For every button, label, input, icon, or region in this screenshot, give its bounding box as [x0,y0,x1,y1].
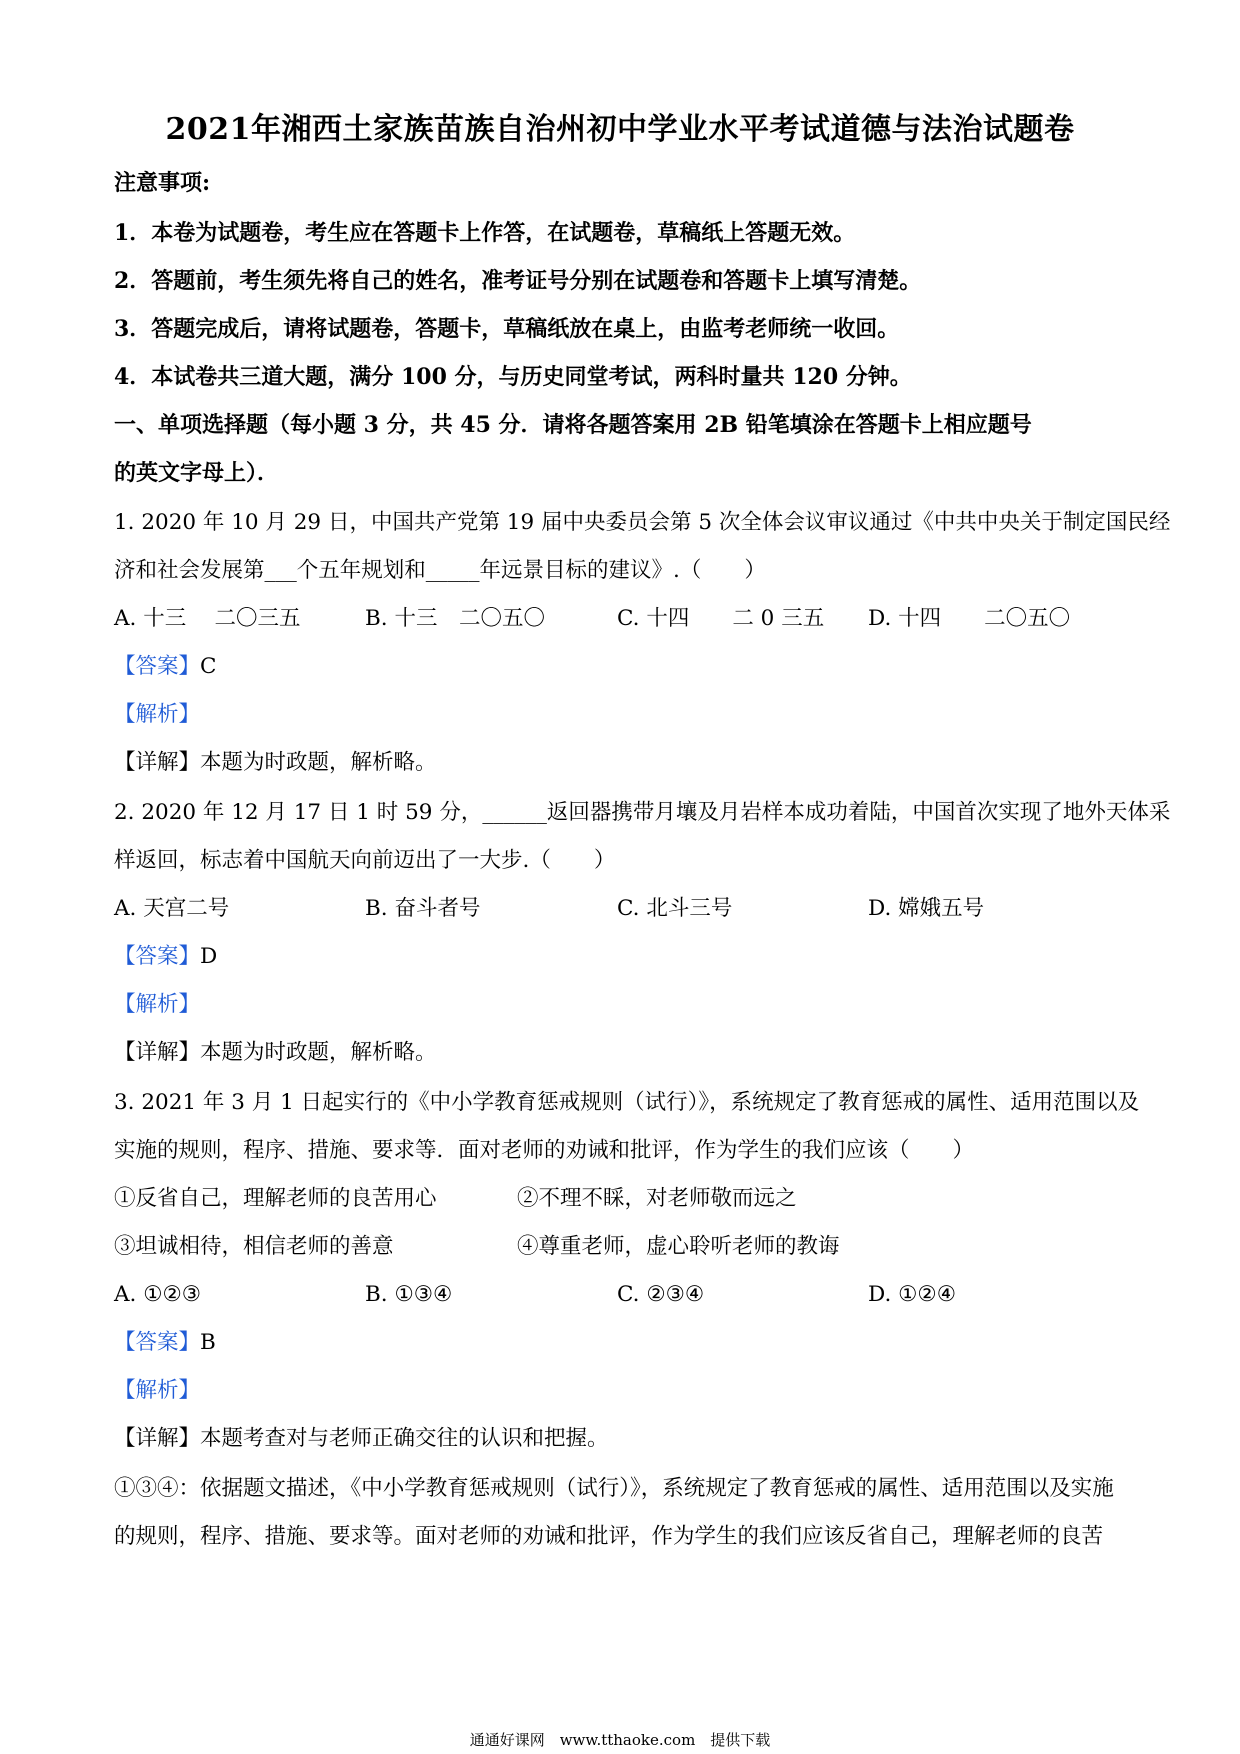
detail-line [114,1424,609,1454]
option-b: B. 奋斗者号 [365,896,481,921]
statement-1: ①反省自己，理解老师的良苦用心 [114,1186,437,1211]
answer-value: C [200,654,217,679]
question-2-stem: 2. 2020 年 12 月 17 日 1 时 59 分，______返回器携带月壤及月岩样本成功着陆，中国首次实现了地外天体采 [114,800,1171,825]
option-b: B. 十三 二〇五〇 [365,606,545,631]
question-3-stem-cont: 实施的规则，程序、措施、要求等．面对老师的劝诫和批评，作为学生的我们应该（ ） [114,1138,975,1163]
detail-text: 本题考查对与老师正确交往的认识和把握。 [200,1426,609,1451]
answer-value: D [200,944,218,969]
statement-2: ②不理不睬，对老师敬而远之 [517,1186,797,1211]
detail-tag: 【详解】 [114,1426,201,1451]
answer-line [114,652,216,682]
footer-watermark: 通通好课网 www.tthaoke.com 提供下载 [469,1731,771,1749]
detail-text: 本题为时政题，解析略。 [200,1040,437,1065]
option-d: D. 十四 二〇五〇 [868,606,1071,631]
question-3-stem: 3. 2021 年 3 月 1 日起实行的《中小学教育惩戒规则（试行）》，系统规定了教育惩戒的属性、适用范围以及 [114,1090,1140,1115]
answer-tag: 【答案】 [114,944,201,969]
option-c: C. 北斗三号 [617,896,733,921]
option-c: C. ②③④ [617,1282,705,1307]
option-d: D. 嫦娥五号 [868,896,985,921]
analysis-tag: 【解析】 [114,702,201,727]
answer-line [114,942,217,972]
answer-tag: 【答案】 [114,654,201,679]
notice-item: 2．答题前，考生须先将自己的姓名，准考证号分别在试题卷和答题卡上填写清楚。 [114,268,922,294]
answer-value: B [200,1330,216,1355]
option-a: A. ①②③ [114,1282,202,1307]
question-2-stem-cont: 样返回，标志着中国航天向前迈出了一大步.（ ） [114,848,616,873]
question-1-stem: 1. 2020 年 10 月 29 日，中国共产党第 19 届中央委员会第 5 次全体会议审议通过《中共中央关于制定国民经 [114,510,1171,535]
answer-line [114,1328,216,1358]
option-d: D. ①②④ [868,1282,956,1307]
question-1-stem-cont: 济和社会发展第___个五年规划和_____年远景目标的建议》.（ ） [114,558,766,583]
detail-line [114,748,437,778]
explanation-line: ①③④：依据题文描述，《中小学教育惩戒规则（试行）》，系统规定了教育惩戒的属性、适用范围以及实施 [114,1476,1114,1501]
option-a: A. 十三 二〇三五 [114,606,301,631]
analysis-tag: 【解析】 [114,992,201,1017]
analysis-tag: 【解析】 [114,1378,201,1403]
notice-heading: 注意事项: [114,170,211,196]
notice-item: 1．本卷为试题卷，考生应在答题卡上作答，在试题卷，草稿纸上答题无效。 [114,220,856,246]
detail-tag: 【详解】 [114,750,201,775]
option-a: A. 天宫二号 [114,896,230,921]
section-heading: 一、单项选择题（每小题 3 分，共 45 分．请将各题答案用 2B 铅笔填涂在答题卡上相应题号 [114,412,1032,438]
notice-item: 4．本试卷共三道大题，满分 100 分，与历史同堂考试，两科时量共 120 分钟。 [114,364,912,390]
option-b: B. ①③④ [365,1282,453,1307]
detail-tag: 【详解】 [114,1040,201,1065]
answer-tag: 【答案】 [114,1330,201,1355]
detail-line [114,1038,437,1068]
notice-item: 3．答题完成后，请将试题卷，答题卡，草稿纸放在桌上，由监考老师统一收回。 [114,316,900,342]
explanation-line: 的规则，程序、措施、要求等。面对老师的劝诫和批评，作为学生的我们应该反省自己，理解老师的良苦 [114,1524,1104,1549]
section-heading-cont: 的英文字母上）． [114,460,280,486]
statement-3: ③坦诚相待，相信老师的善意 [114,1234,394,1259]
page-title: 2021年湘西土家族苗族自治州初中学业水平考试道德与法治试题卷 [165,112,1075,147]
detail-text: 本题为时政题，解析略。 [200,750,437,775]
statement-4: ④尊重老师，虚心聆听老师的教诲 [517,1234,840,1259]
option-c: C. 十四 二 0 三五 [617,606,825,631]
